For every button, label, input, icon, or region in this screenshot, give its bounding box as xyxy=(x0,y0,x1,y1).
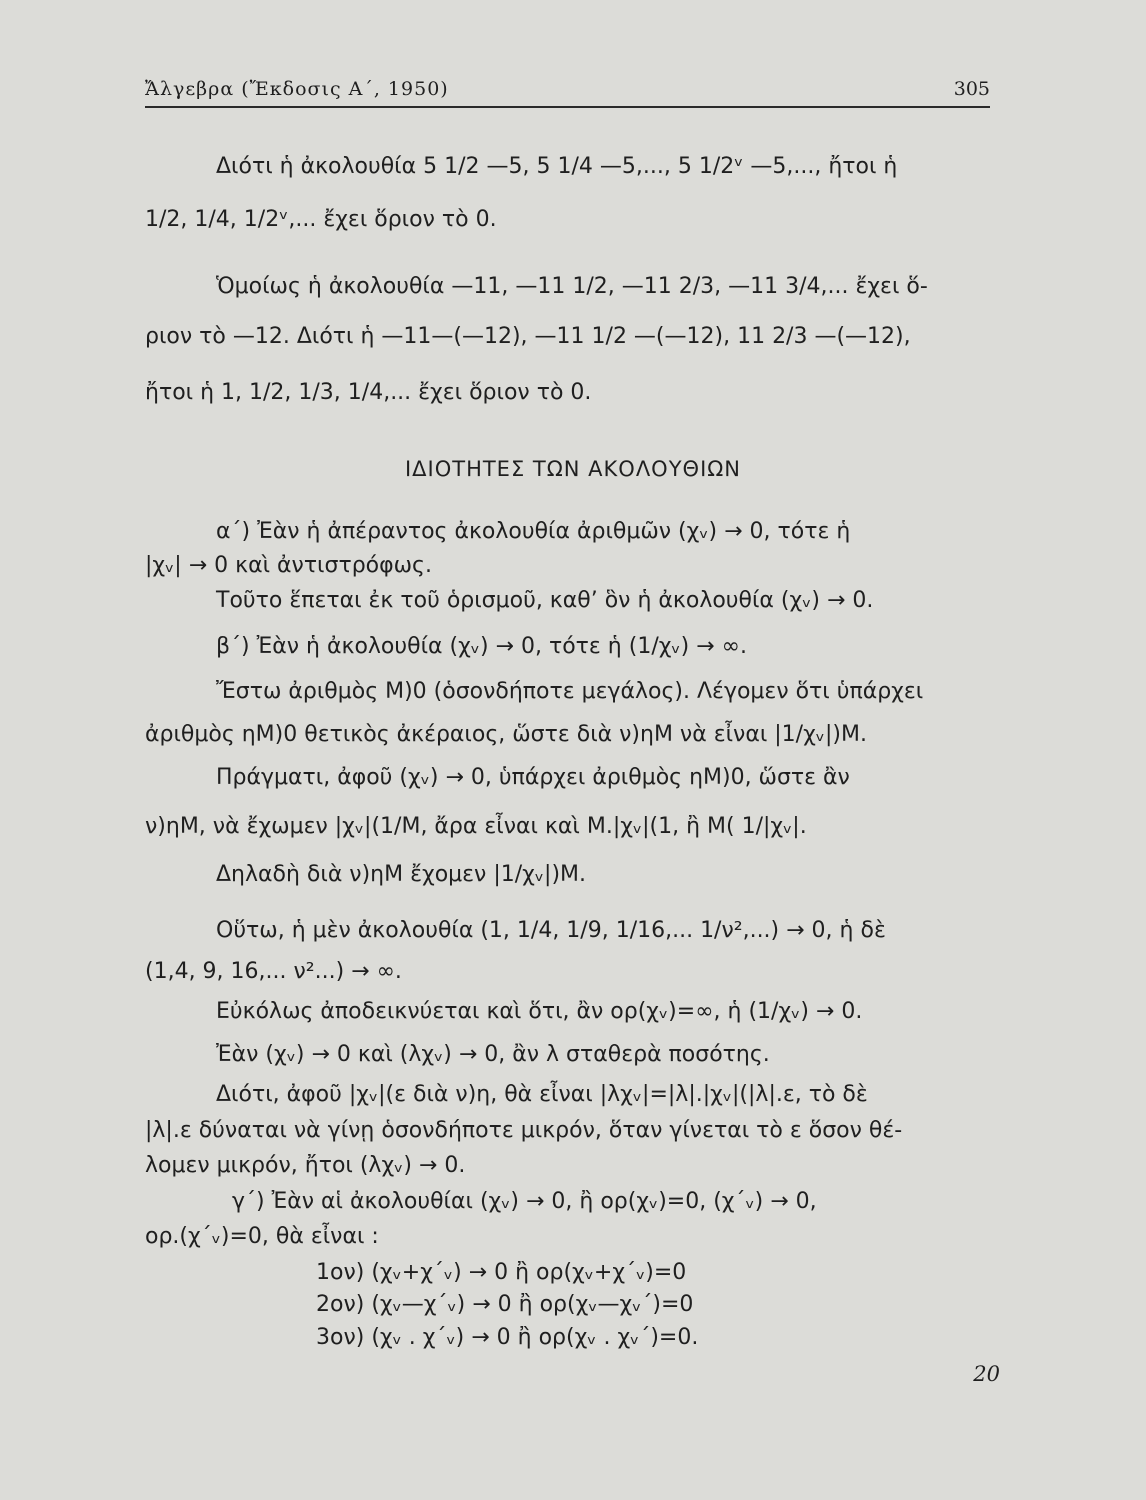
text-line: β΄) Ἐὰν ἡ ἀκολουθία (χᵥ) → 0, τότε ἡ (1/χᵥ) → ∞. xyxy=(216,634,747,659)
text-line: γ΄) Ἐὰν αἱ ἀκολουθίαι (χᵥ) → 0, ἢ ορ(χᵥ)=0, (χ΄ᵥ) → 0, xyxy=(232,1189,817,1214)
text-line: ἤτοι ἡ 1, 1/2, 1/3, 1/4,... ἔχει ὅριον τὸ 0. xyxy=(145,380,592,405)
text-line: Ὁμοίως ἡ ἀκολουθία —11, —11 1/2, —11 2/3, —11 3/4,... ἔχει ὅ- xyxy=(216,274,928,299)
text-line: |λ|.ε δύναται νὰ γίνῃ ὁσονδήποτε μικρόν, ὅταν γίνεται τὸ ε ὅσον θέ- xyxy=(145,1118,903,1143)
running-header xyxy=(145,78,990,108)
text-line: |χᵥ| → 0 καὶ ἀντιστρόφως. xyxy=(145,553,432,578)
text-line: α΄) Ἐὰν ἡ ἀπέραντος ἀκολουθία ἀριθμῶν (χᵥ) → 0, τότε ἡ xyxy=(216,519,851,544)
text-line: Εὐκόλως ἀποδεικνύεται καὶ ὅτι, ἂν ορ(χᵥ)=∞, ἡ (1/χᵥ) → 0. xyxy=(216,999,863,1024)
header-title: Ἄλγεβρα (Ἔκδοσις Α΄, 1950) xyxy=(145,78,449,100)
text-line: Οὕτω, ἡ μὲν ἀκολουθία (1, 1/4, 1/9, 1/16,... 1/ν²,...) → 0, ἡ δὲ xyxy=(216,918,886,943)
text-line: Ἔστω ἀριθμὸς Μ)0 (ὁσονδήποτε μεγάλος). Λέγομεν ὅτι ὑπάρχει xyxy=(216,679,924,704)
text-line: 3ον) (χᵥ . χ΄ᵥ) → 0 ἢ ορ(χᵥ . χᵥ΄)=0. xyxy=(316,1325,699,1350)
text-line: ριον τὸ —12. Διότι ἡ —11—(—12), —11 1/2 —(—12), 11 2/3 —(—12), xyxy=(145,324,911,349)
text-line: ορ.(χ΄ᵥ)=0, θὰ εἶναι : xyxy=(145,1224,379,1249)
text-line: Τοῦτο ἕπεται ἐκ τοῦ ὁρισμοῦ, καθ’ ὃν ἡ ἀκολουθία (χᵥ) → 0. xyxy=(216,588,874,613)
text-line: Ἐὰν (χᵥ) → 0 καὶ (λχᵥ) → 0, ἂν λ σταθερὰ ποσότης. xyxy=(216,1042,770,1067)
text-line: ν)ηΜ, νὰ ἔχωμεν |χᵥ|(1/Μ, ἄρα εἶναι καὶ Μ.|χᵥ|(1, ἢ Μ( 1/|χᵥ|. xyxy=(145,814,807,839)
text-line: 1ον) (χᵥ+χ΄ᵥ) → 0 ἢ ορ(χᵥ+χ΄ᵥ)=0 xyxy=(316,1260,687,1285)
text-line: 2ον) (χᵥ—χ΄ᵥ) → 0 ἢ ορ(χᵥ—χᵥ΄)=0 xyxy=(316,1292,694,1317)
header-page-number: 305 xyxy=(953,78,990,100)
text-line: Διότι ἡ ἀκολουθία 5 1/2 —5, 5 1/4 —5,..., 5 1/2ᵛ —5,..., ἤτοι ἡ xyxy=(216,154,898,179)
text-line: Διότι, ἀφοῦ |χᵥ|(ε διὰ ν)η, θὰ εἶναι |λχᵥ|=|λ|.|χᵥ|(|λ|.ε, τὸ δὲ xyxy=(216,1082,868,1107)
text-line: 1/2, 1/4, 1/2ᵛ,... ἔχει ὅριον τὸ 0. xyxy=(145,207,497,232)
text-line: ἀριθμὸς ηΜ)0 θετικὸς ἀκέραιος, ὥστε διὰ ν)ηΜ νὰ εἶναι |1/χᵥ|)Μ. xyxy=(145,722,867,747)
text-line: Πράγματι, ἀφοῦ (χᵥ) → 0, ὑπάρχει ἀριθμὸς ηΜ)0, ὥστε ἂν xyxy=(216,765,850,790)
text-line: (1,4, 9, 16,... ν²...) → ∞. xyxy=(145,959,402,984)
section-heading: ΙΔΙΟΤΗΤΕΣ ΤΩΝ ΑΚΟΛΟΥΘΙΩΝ xyxy=(404,457,742,481)
text-line: λομεν μικρόν, ἤτοι (λχᵥ) → 0. xyxy=(145,1153,466,1178)
folio-mark: 20 xyxy=(973,1362,1000,1386)
text-line: Δηλαδὴ διὰ ν)ηΜ ἔχομεν |1/χᵥ|)Μ. xyxy=(216,862,587,887)
